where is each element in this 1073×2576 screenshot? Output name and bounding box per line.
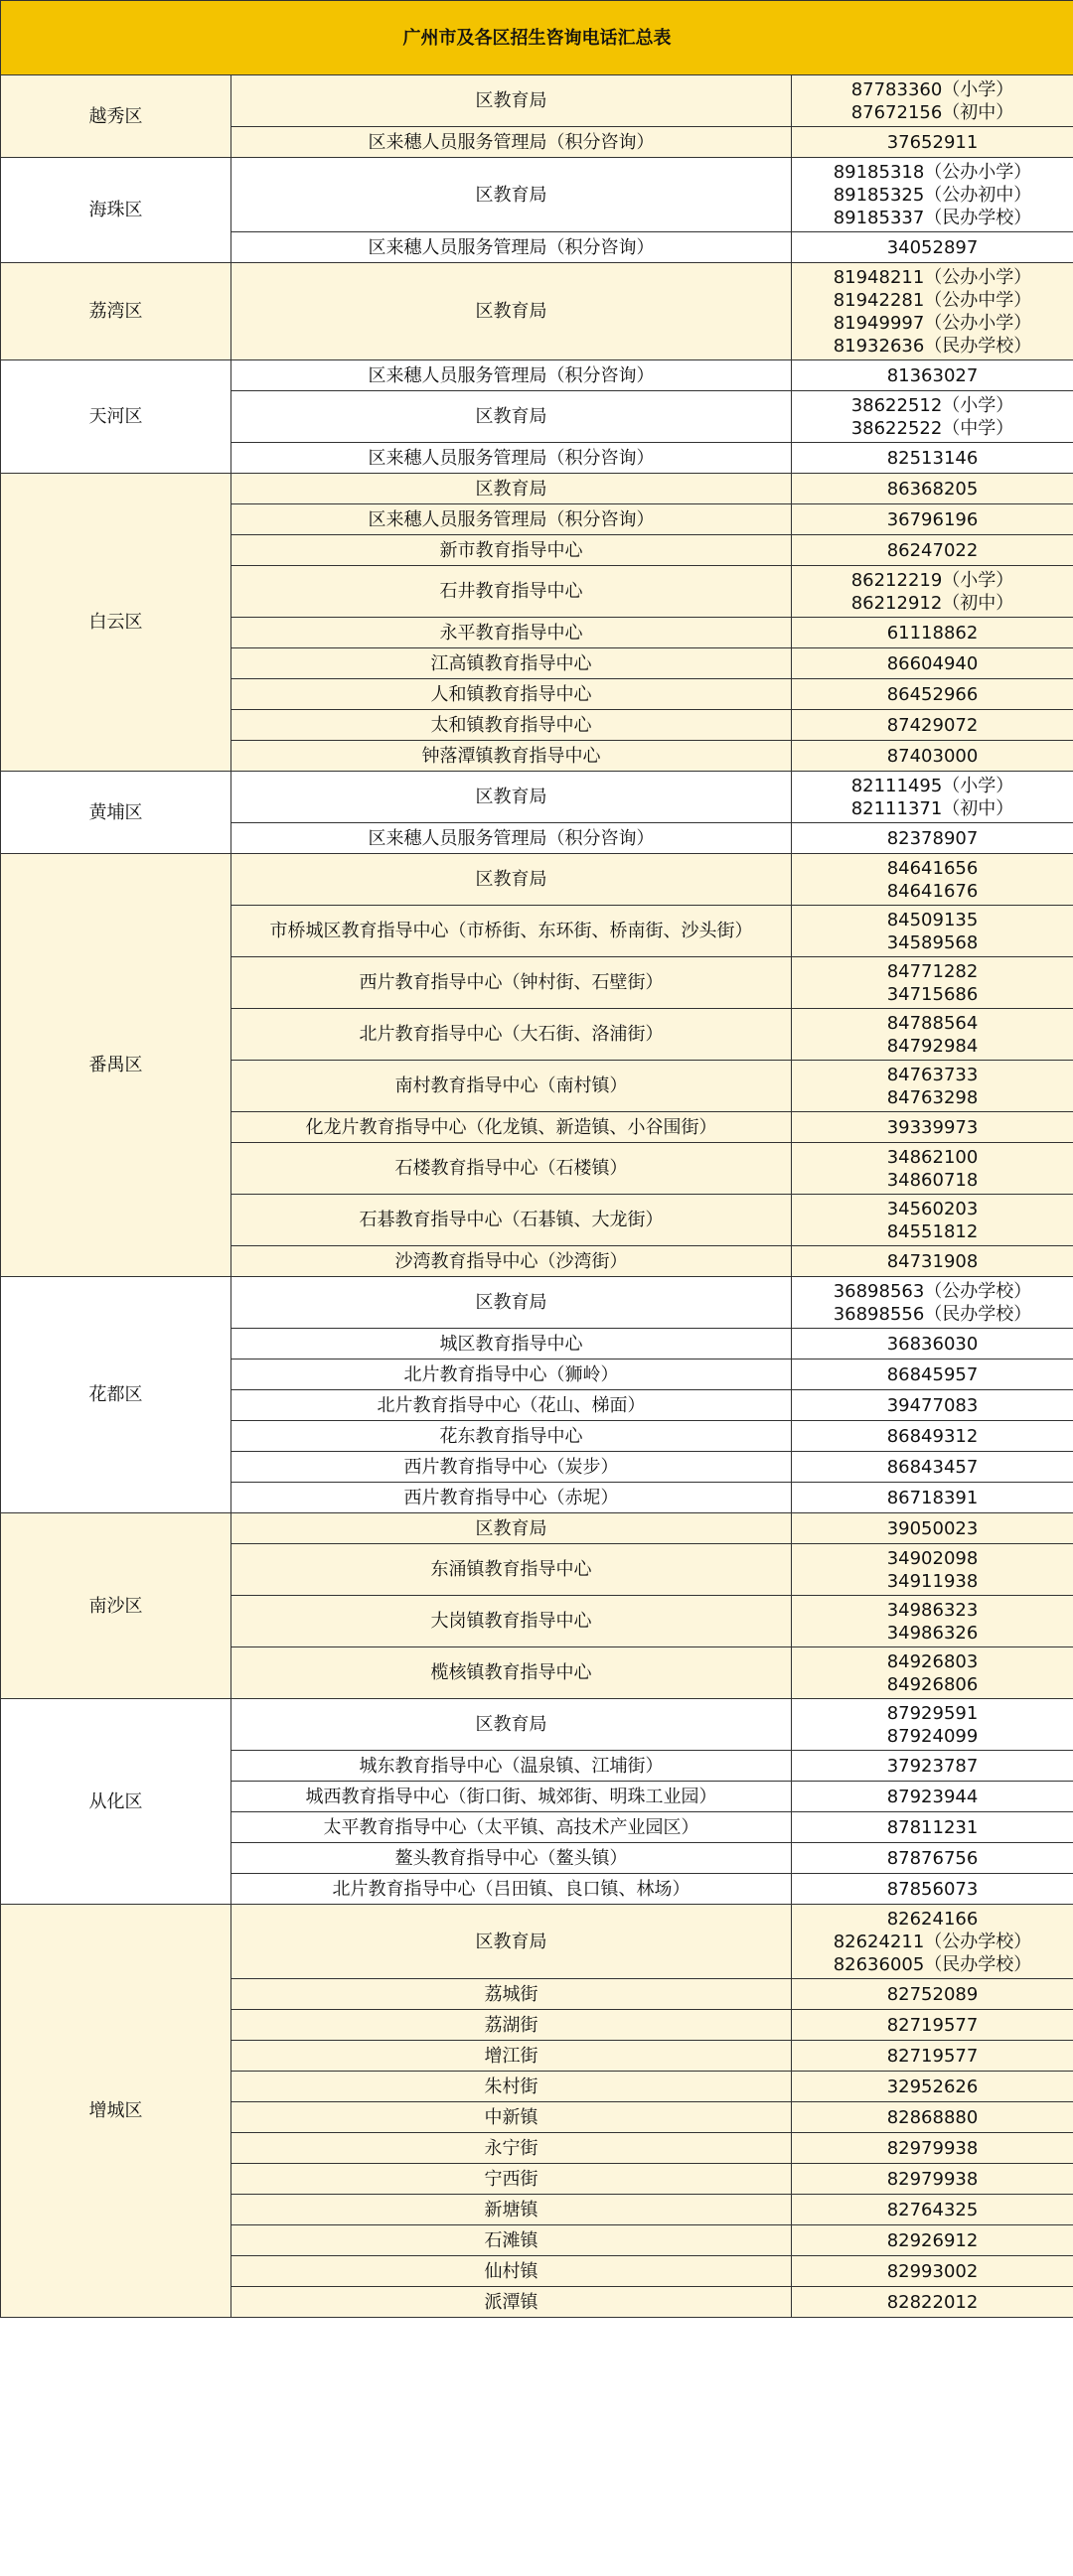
table-row: [1, 474, 1073, 504]
phone-cell: [792, 1360, 1073, 1390]
unit-name: 区教育局: [231, 75, 792, 127]
phone-number: 84763298: [886, 1086, 979, 1108]
phone-number: 87923944: [886, 1786, 979, 1807]
phone-number: 82111371（初中）: [850, 797, 1014, 819]
unit-name: 荔湖街: [231, 2010, 792, 2041]
phone-number: 82979938: [886, 2168, 979, 2190]
phone-number: 84641656: [886, 857, 979, 879]
phone-cell: [792, 75, 1073, 127]
phone-number: 82822012: [886, 2291, 979, 2313]
phone-number: 86845957: [886, 1363, 979, 1385]
district-name: 黄埔区: [1, 772, 231, 854]
phone-number: 84551812: [886, 1220, 979, 1242]
phone-number: 36796196: [886, 508, 979, 530]
phone-number: 89185318（公办小学）: [833, 161, 1032, 183]
unit-name: 西片教育指导中心（炭步）: [231, 1452, 792, 1483]
phone-number: 61118862: [886, 622, 979, 644]
unit-name: 区来穗人员服务管理局（积分咨询）: [231, 443, 792, 474]
phone-number: 82624166: [886, 1908, 979, 1930]
phone-cell: [792, 360, 1073, 391]
phone-number: 39050023: [886, 1517, 979, 1539]
phone-cell: [792, 1390, 1073, 1421]
phone-number: 37652911: [886, 131, 979, 153]
unit-name: 区教育局: [231, 263, 792, 360]
phone-number: 84763733: [886, 1064, 979, 1085]
district-name: 天河区: [1, 360, 231, 474]
district-name: 花都区: [1, 1277, 231, 1513]
district-name: 白云区: [1, 474, 231, 772]
phone-cell: [792, 1979, 1073, 2010]
phone-cell: [792, 1143, 1073, 1195]
phone-number: 84926803: [886, 1650, 979, 1672]
phone-cell: [792, 2010, 1073, 2041]
phone-cell: [792, 1596, 1073, 1647]
unit-name: 区教育局: [231, 1513, 792, 1544]
unit-name: 区教育局: [231, 158, 792, 232]
unit-name: 北片教育指导中心（花山、梯面）: [231, 1390, 792, 1421]
table-row: [1, 1513, 1073, 1544]
phone-cell: [792, 1452, 1073, 1483]
phone-cell: [792, 504, 1073, 535]
phone-number: 39477083: [886, 1394, 979, 1416]
phone-number: 82719577: [886, 2045, 979, 2067]
phone-number: 34986326: [886, 1622, 979, 1644]
phone-cell: [792, 474, 1073, 504]
phone-number: 82926912: [886, 2229, 979, 2251]
phone-number: 81942281（公办中学）: [833, 289, 1032, 311]
phone-number: 34560203: [886, 1198, 979, 1219]
unit-name: 区教育局: [231, 474, 792, 504]
phone-cell: [792, 263, 1073, 360]
phone-number: 81948211（公办小学）: [833, 266, 1032, 288]
unit-name: 区来穗人员服务管理局（积分咨询）: [231, 823, 792, 854]
unit-name: 区教育局: [231, 1699, 792, 1751]
phone-number: 89185337（民办学校）: [833, 207, 1032, 228]
unit-name: 区来穗人员服务管理局（积分咨询）: [231, 504, 792, 535]
phone-number: 38622512（小学）: [850, 394, 1014, 416]
phone-cell: [792, 2133, 1073, 2164]
phone-number: 87856073: [886, 1878, 979, 1900]
phone-cell: [792, 906, 1073, 957]
phone-cell: [792, 1699, 1073, 1751]
phone-number: 36898563（公办学校）: [833, 1280, 1032, 1302]
phone-cell: [792, 2225, 1073, 2256]
phone-cell: [792, 2256, 1073, 2287]
phone-number: 87929591: [886, 1702, 979, 1724]
phone-number: 82513146: [886, 447, 979, 469]
district-name: 海珠区: [1, 158, 231, 263]
table-row: [1, 772, 1073, 823]
unit-name: 宁西街: [231, 2164, 792, 2195]
phone-number: 86247022: [886, 539, 979, 561]
unit-name: 北片教育指导中心（大石街、洛浦街）: [231, 1009, 792, 1061]
unit-name: 区教育局: [231, 772, 792, 823]
phone-number: 86212912（初中）: [850, 592, 1014, 614]
unit-name: 增江街: [231, 2041, 792, 2072]
unit-name: 花东教育指导中心: [231, 1421, 792, 1452]
district-name: 荔湾区: [1, 263, 231, 360]
phone-cell: [792, 2072, 1073, 2102]
phone-number: 81363027: [886, 364, 979, 386]
table-row: [1, 263, 1073, 360]
table-row: [1, 75, 1073, 127]
unit-name: 石滩镇: [231, 2225, 792, 2256]
phone-number: 38622522（中学）: [850, 417, 1014, 439]
phone-number: 87811231: [886, 1816, 979, 1838]
unit-name: 石楼教育指导中心（石楼镇）: [231, 1143, 792, 1195]
phone-number: 34862100: [886, 1146, 979, 1168]
phone-number: 87783360（小学）: [850, 78, 1014, 100]
phone-cell: [792, 2102, 1073, 2133]
unit-name: 区教育局: [231, 391, 792, 443]
phone-cell: [792, 823, 1073, 854]
phone-cell: [792, 1061, 1073, 1112]
phone-cell: [792, 1329, 1073, 1360]
phone-number: 84792984: [886, 1035, 979, 1057]
district-name: 从化区: [1, 1699, 231, 1905]
phone-cell: [792, 443, 1073, 474]
phone-cell: [792, 710, 1073, 741]
unit-name: 钟落潭镇教育指导中心: [231, 741, 792, 772]
phone-number: 36898556（民办学校）: [833, 1303, 1032, 1325]
unit-name: 太和镇教育指导中心: [231, 710, 792, 741]
phone-number: 82979938: [886, 2137, 979, 2159]
phone-number: 89185325（公办初中）: [833, 184, 1032, 206]
phone-cell: [792, 1009, 1073, 1061]
table-row: [1, 360, 1073, 391]
phone-number: 34052897: [886, 236, 979, 258]
phone-number: 82636005（民办学校）: [833, 1953, 1032, 1975]
phone-number: 82378907: [886, 827, 979, 849]
phone-number: 82993002: [886, 2260, 979, 2282]
phone-cell: [792, 648, 1073, 679]
unit-name: 朱村街: [231, 2072, 792, 2102]
phone-number: 87403000: [886, 745, 979, 767]
phone-number: 36836030: [886, 1333, 979, 1355]
unit-name: 人和镇教育指导中心: [231, 679, 792, 710]
unit-name: 太平教育指导中心（太平镇、高技术产业园区）: [231, 1812, 792, 1843]
phone-cell: [792, 2287, 1073, 2318]
phone-cell: [792, 1513, 1073, 1544]
phone-cell: [792, 1812, 1073, 1843]
phone-number: 84509135: [886, 909, 979, 930]
phone-cell: [792, 1874, 1073, 1905]
unit-name: 北片教育指导中心（狮岭）: [231, 1360, 792, 1390]
unit-name: 城西教育指导中心（街口街、城郊街、明珠工业园）: [231, 1782, 792, 1812]
unit-name: 江高镇教育指导中心: [231, 648, 792, 679]
phone-number: 82719577: [886, 2014, 979, 2036]
phone-number: 86212219（小学）: [850, 569, 1014, 591]
phone-number: 39339973: [886, 1116, 979, 1138]
unit-name: 新市教育指导中心: [231, 535, 792, 566]
unit-name: 化龙片教育指导中心（化龙镇、新造镇、小谷围街）: [231, 1112, 792, 1143]
phone-number: 34911938: [886, 1570, 979, 1592]
phone-cell: [792, 2041, 1073, 2072]
unit-name: 区教育局: [231, 1277, 792, 1329]
unit-name: 西片教育指导中心（钟村街、石壁街）: [231, 957, 792, 1009]
unit-name: 沙湾教育指导中心（沙湾街）: [231, 1246, 792, 1277]
phone-cell: [792, 1544, 1073, 1596]
phone-number: 34589568: [886, 931, 979, 953]
phone-number: 81949997（公办小学）: [833, 312, 1032, 334]
unit-name: 中新镇: [231, 2102, 792, 2133]
unit-name: 新塘镇: [231, 2195, 792, 2225]
phone-number: 86718391: [886, 1487, 979, 1508]
phone-number: 37923787: [886, 1755, 979, 1777]
phone-cell: [792, 1647, 1073, 1699]
unit-name: 石井教育指导中心: [231, 566, 792, 618]
district-name: 番禺区: [1, 854, 231, 1277]
phone-number: 87924099: [886, 1725, 979, 1747]
phone-cell: [792, 2164, 1073, 2195]
phone-cell: [792, 1751, 1073, 1782]
phone-cell: [792, 1421, 1073, 1452]
phone-number: 34860718: [886, 1169, 979, 1191]
unit-name: 城区教育指导中心: [231, 1329, 792, 1360]
phone-cell: [792, 566, 1073, 618]
unit-name: 城东教育指导中心（温泉镇、江埔街）: [231, 1751, 792, 1782]
unit-name: 区教育局: [231, 854, 792, 906]
phone-number: 82752089: [886, 1983, 979, 2005]
phone-cell: [792, 1782, 1073, 1812]
unit-name: 派潭镇: [231, 2287, 792, 2318]
unit-name: 市桥城区教育指导中心（市桥街、东环街、桥南街、沙头街）: [231, 906, 792, 957]
unit-name: 大岗镇教育指导中心: [231, 1596, 792, 1647]
phone-number: 82868880: [886, 2106, 979, 2128]
phone-cell: [792, 127, 1073, 158]
phone-cell: [792, 2195, 1073, 2225]
phone-cell: [792, 772, 1073, 823]
phone-cell: [792, 1483, 1073, 1513]
district-name: 增城区: [1, 1905, 231, 2318]
phone-number: 84731908: [886, 1250, 979, 1272]
phone-cell: [792, 1277, 1073, 1329]
unit-name: 鳌头教育指导中心（鳌头镇）: [231, 1843, 792, 1874]
phone-number: 84641676: [886, 880, 979, 902]
phone-number: 82111495（小学）: [850, 775, 1014, 796]
unit-name: 区来穗人员服务管理局（积分咨询）: [231, 360, 792, 391]
phone-number: 81932636（民办学校）: [833, 335, 1032, 357]
phone-cell: [792, 679, 1073, 710]
unit-name: 区来穗人员服务管理局（积分咨询）: [231, 232, 792, 263]
table-row: [1, 1277, 1073, 1329]
table-title: 广州市及各区招生咨询电话汇总表: [1, 1, 1073, 75]
unit-name: 永平教育指导中心: [231, 618, 792, 648]
phone-number: 32952626: [886, 2075, 979, 2097]
phone-number: 84926806: [886, 1673, 979, 1695]
phone-number: 82764325: [886, 2199, 979, 2220]
phone-number: 86843457: [886, 1456, 979, 1478]
phone-cell: [792, 1905, 1073, 1979]
phone-number: 86849312: [886, 1425, 979, 1447]
phone-number: 84771282: [886, 960, 979, 982]
phone-cell: [792, 158, 1073, 232]
phone-number: 82624211（公办学校）: [833, 1931, 1032, 1952]
unit-name: 区教育局: [231, 1905, 792, 1979]
phone-number: 86452966: [886, 683, 979, 705]
phone-number: 87429072: [886, 714, 979, 736]
phone-number: 84788564: [886, 1012, 979, 1034]
unit-name: 榄核镇教育指导中心: [231, 1647, 792, 1699]
phone-cell: [792, 741, 1073, 772]
phone-cell: [792, 1246, 1073, 1277]
unit-name: 仙村镇: [231, 2256, 792, 2287]
phone-number: 86368205: [886, 478, 979, 500]
phone-number: 34715686: [886, 983, 979, 1005]
phone-cell: [792, 1195, 1073, 1246]
unit-name: 西片教育指导中心（赤坭）: [231, 1483, 792, 1513]
unit-name: 南村教育指导中心（南村镇）: [231, 1061, 792, 1112]
unit-name: 永宁街: [231, 2133, 792, 2164]
unit-name: 荔城街: [231, 1979, 792, 2010]
phone-cell: [792, 391, 1073, 443]
phone-number: 86604940: [886, 652, 979, 674]
unit-name: 北片教育指导中心（吕田镇、良口镇、林场）: [231, 1874, 792, 1905]
phone-cell: [792, 957, 1073, 1009]
district-name: 南沙区: [1, 1513, 231, 1699]
unit-name: 东涌镇教育指导中心: [231, 1544, 792, 1596]
phone-cell: [792, 854, 1073, 906]
phone-cell: [792, 1112, 1073, 1143]
district-name: 越秀区: [1, 75, 231, 158]
phone-cell: [792, 232, 1073, 263]
unit-name: 石碁教育指导中心（石碁镇、大龙街）: [231, 1195, 792, 1246]
phone-cell: [792, 535, 1073, 566]
phone-number: 87876756: [886, 1847, 979, 1869]
phone-cell: [792, 1843, 1073, 1874]
phone-number: 34986323: [886, 1599, 979, 1621]
table-row: [1, 158, 1073, 232]
table-row: [1, 1699, 1073, 1751]
table-row: [1, 854, 1073, 906]
unit-name: 区来穗人员服务管理局（积分咨询）: [231, 127, 792, 158]
phone-cell: [792, 618, 1073, 648]
phone-number: 87672156（初中）: [850, 101, 1014, 123]
phone-number: 34902098: [886, 1547, 979, 1569]
table-row: [1, 1905, 1073, 1979]
